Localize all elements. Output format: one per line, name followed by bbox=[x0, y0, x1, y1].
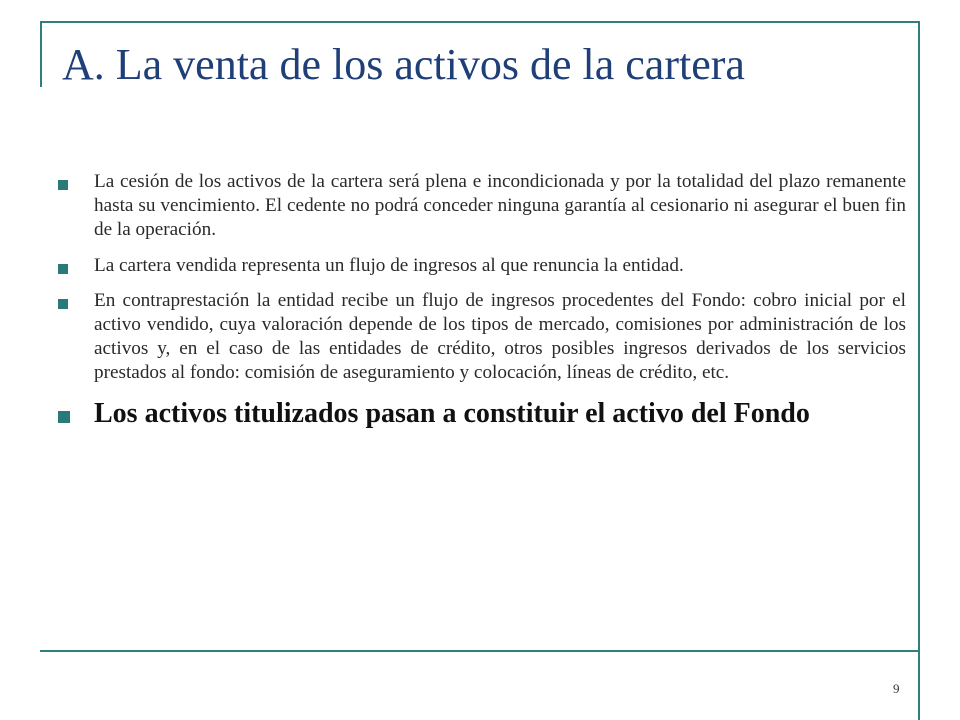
frame-bottom-line bbox=[40, 650, 920, 652]
bullet-list bbox=[58, 170, 906, 442]
page-number: 9 bbox=[893, 681, 900, 696]
bullet-item-emphasis bbox=[58, 397, 906, 431]
square-bullet-icon bbox=[58, 264, 68, 274]
frame-top-line bbox=[40, 21, 920, 23]
bullet-text: En contraprestación la entidad recibe un flujo de ingresos procedentes del Fondo: cobro inicial por el activo vendido, cuya valoración depende de los tipos de mercado, comisiones por administración de los activos y, en el caso de las entidades de crédito, otros posibles ingresos derivados de los servicios prestados al fondo: comisión de aseguramiento y colocación, líneas de crédito, etc. bbox=[94, 289, 906, 384]
square-bullet-icon bbox=[58, 411, 70, 423]
bullet-item bbox=[58, 254, 906, 278]
bullet-item bbox=[58, 170, 906, 243]
square-bullet-icon bbox=[58, 180, 68, 190]
slide-title: A. La venta de los activos de la cartera bbox=[62, 40, 745, 89]
bullet-text-emphasis: Los activos titulizados pasan a constituir el activo del Fondo bbox=[94, 397, 810, 429]
bullet-item bbox=[58, 289, 906, 386]
bullet-text: La cartera vendida representa un flujo de ingresos al que renuncia la entidad. bbox=[94, 254, 684, 276]
square-bullet-icon bbox=[58, 299, 68, 309]
frame-left-line bbox=[40, 21, 42, 87]
frame-right-line bbox=[918, 21, 920, 720]
bullet-text: La cesión de los activos de la cartera será plena e incondicionada y por la totalidad del plazo remanente hasta su vencimiento. El cedente no podrá conceder ninguna garantía al cesionario ni asegurar el buen fin de la operación. bbox=[94, 171, 906, 241]
